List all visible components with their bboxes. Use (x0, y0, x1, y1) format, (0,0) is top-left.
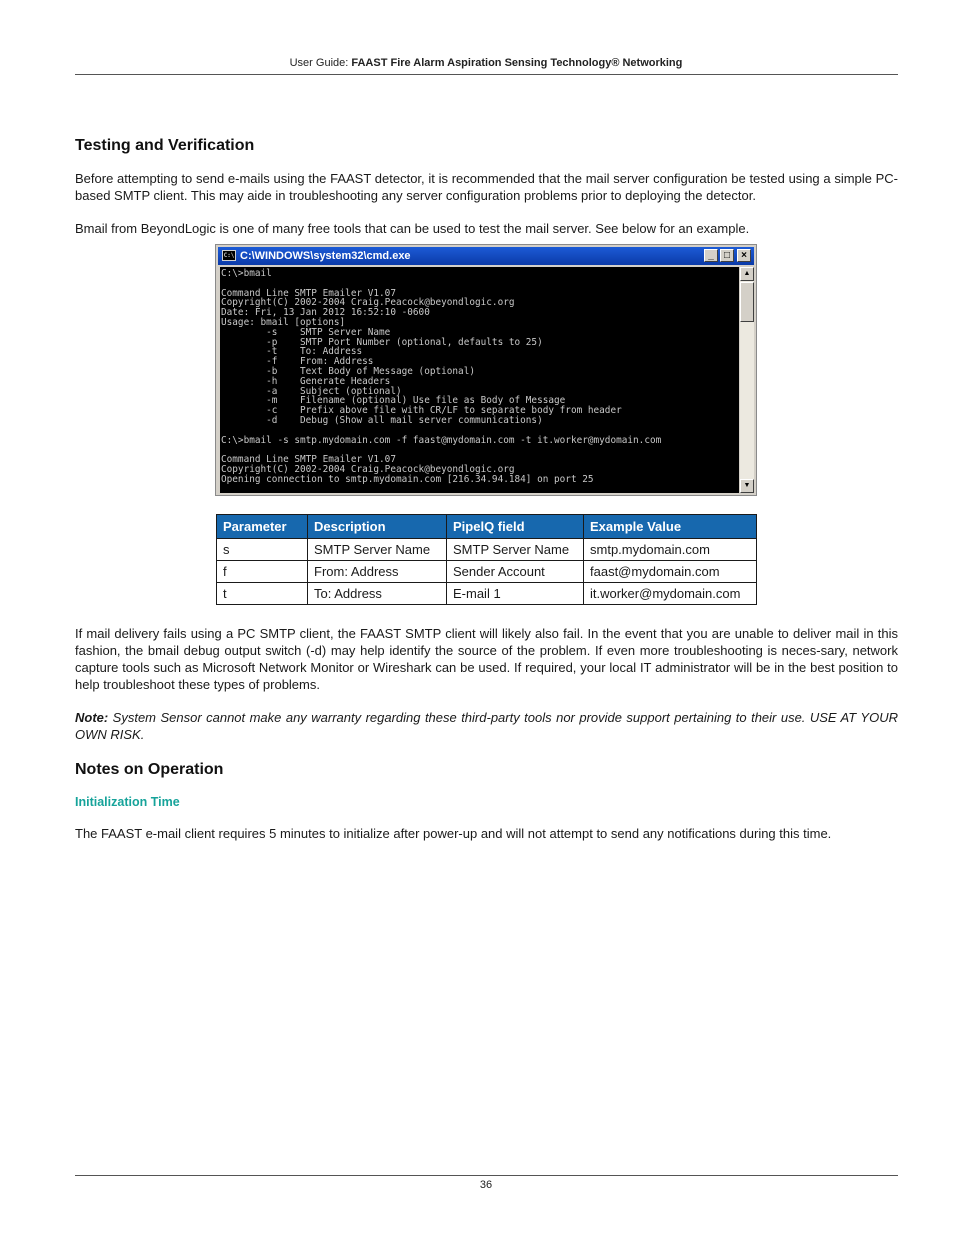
table-cell: From: Address (308, 561, 447, 583)
section-heading-notes: Notes on Operation (75, 761, 224, 778)
table-cell: it.worker@mydomain.com (584, 583, 757, 605)
header-title: FAAST Fire Alarm Aspiration Sensing Technology® Networking (351, 57, 683, 69)
table-cell: smtp.mydomain.com (584, 539, 757, 561)
col-parameter: Parameter (217, 515, 308, 539)
col-example-value: Example Value (584, 515, 757, 539)
console-text: C:\>bmail Command Line SMTP Emailer V1.07 Copyright(C) 2002-2004 Craig.Peacock@beyondlogic.org Date: Fri, 13 Jan 2012 16:52:10 -0600 Usage: bmail [options] -s SMTP Server Name -p SMTP Port Number (optional, defaults to 25) -t To: Address -f From: Address -b Text Body of Message (optional) -h Generate Headers -a Subject (optional) -m Filename (optional) Use file as Body of Message -c Prefix above file with CR/LF to separate body from header -d Debug (Show all mail server communications) C:\>bmail -s smtp.mydomain.com -f faast@mydomain.com -t it.worker@mydomain.com Command Line SMTP Emailer V1.07 Copyright(C) 2002-2004 Craig.Peacock@beyondlogic.org Opening connection to smtp.mydomain.com [216.34.94.184] on port 25 (221, 268, 662, 485)
cmd-window-title: C:\WINDOWS\system32\cmd.exe (240, 250, 411, 262)
intro-paragraph: Before attempting to send e-mails using the FAAST detector, it is recommended that the mail server configuration be tested using a simple PC-based SMTP client. This may aide in troubleshooting any server configuration problems prior to deploying the detector. (75, 171, 898, 203)
table-cell: SMTP Server Name (308, 539, 447, 561)
table-cell: s (217, 539, 308, 561)
table-header-row (217, 515, 757, 539)
page-number: 36 (479, 1179, 493, 1191)
scroll-down-icon[interactable]: ▼ (740, 479, 754, 493)
table-cell: t (217, 583, 308, 605)
close-button[interactable]: × (737, 249, 751, 262)
note-label: Note: (75, 710, 109, 725)
note-paragraph (75, 709, 898, 743)
cmd-window-screenshot (215, 244, 757, 496)
col-description: Description (308, 515, 447, 539)
table-cell: Sender Account (447, 561, 584, 583)
note-text: System Sensor cannot make any warranty regarding these third-party tools nor provide support pertaining to their use. USE AT YOUR OWN RISK. (75, 710, 898, 742)
scroll-thumb[interactable] (740, 282, 754, 322)
header-prefix: User Guide: (289, 57, 352, 69)
subheading-initialization: Initialization Time (75, 795, 180, 809)
table-cell: f (217, 561, 308, 583)
table-cell: faast@mydomain.com (584, 561, 757, 583)
initialization-paragraph: The FAAST e-mail client requires 5 minutes to initialize after power-up and will not attempt to send any notifications during this time. (75, 826, 832, 841)
table-cell: To: Address (308, 583, 447, 605)
scroll-up-icon[interactable]: ▲ (740, 267, 754, 281)
cmd-title-bar (218, 247, 754, 265)
table-row (217, 539, 757, 561)
table-cell: E-mail 1 (447, 583, 584, 605)
cmd-console-output (220, 267, 739, 493)
troubleshooting-paragraph: If mail delivery fails using a PC SMTP client, the FAAST SMTP client will likely also fail. In the event that you are unable to deliver mail in this fashion, the bmail debug output switch (-d) may help identify the source of the problem. If even more troubleshooting is neces-sary, network capture tools such as Microsoft Network Monitor or Wireshark can be used. If required, your local IT administrator will be in the best position to help troubleshoot these types of problems. (75, 626, 898, 692)
cmd-scrollbar[interactable] (740, 267, 754, 493)
header-rule (75, 74, 898, 75)
section-heading-testing: Testing and Verification (75, 137, 255, 154)
maximize-button[interactable]: □ (720, 249, 734, 262)
running-header (75, 57, 897, 69)
table-row (217, 583, 757, 605)
minimize-button[interactable]: _ (704, 249, 718, 262)
table-row (217, 561, 757, 583)
footer-rule (75, 1175, 898, 1176)
col-pipeliq-field: PipelQ field (447, 515, 584, 539)
bmail-paragraph: Bmail from BeyondLogic is one of many free tools that can be used to test the mail server. See below for an example. (75, 221, 750, 236)
parameter-table (216, 514, 757, 605)
table-cell: SMTP Server Name (447, 539, 584, 561)
cmd-window-icon: C:\ (223, 252, 235, 259)
